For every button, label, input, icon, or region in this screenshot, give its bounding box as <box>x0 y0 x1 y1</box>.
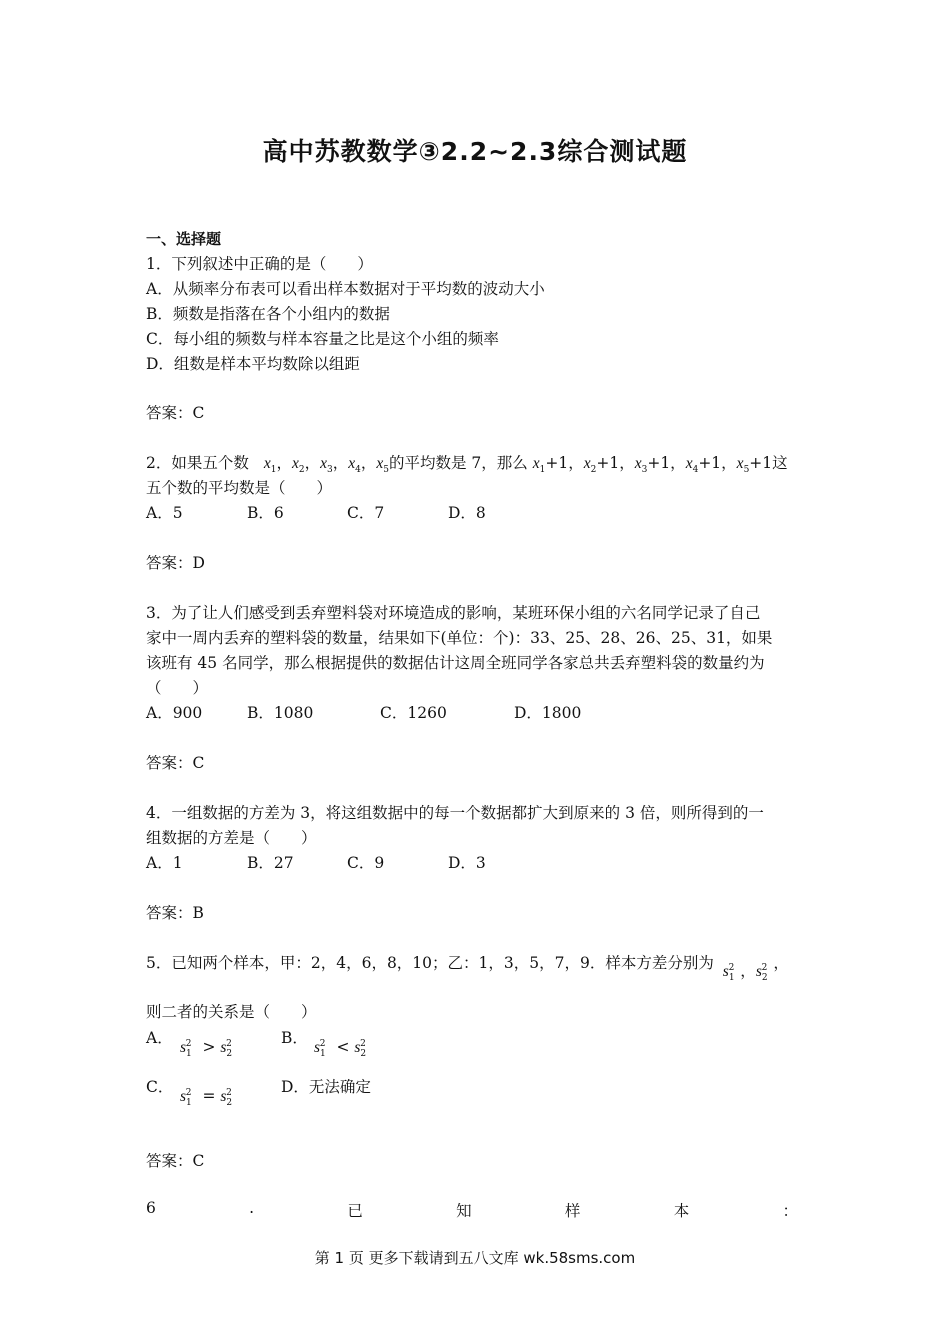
q4-stem-line2: 组数据的方差是（ ） <box>146 829 317 847</box>
q3-stem-line4: （ ） <box>146 679 209 697</box>
q1-option-a: A．从频率分布表可以看出样本数据对于平均数的波动大小 <box>146 280 545 298</box>
q1-answer: 答案：C <box>146 404 205 422</box>
q5-text: 5．已知两个样本，甲：2，4，6，8，10；乙：1，3，5，7，9．样本方差分别为 <box>146 954 714 972</box>
q3-option-a: A．900 <box>146 704 203 722</box>
q3-stem-line1: 3．为了让人们感受到丢弃塑料袋对环境造成的影响，某班环保小组的六名同学记录了自己 <box>146 604 761 622</box>
q3-option-b: B．1080 <box>247 704 314 722</box>
q4-option-c: C．9 <box>347 854 385 872</box>
q4-stem-line1: 4．一组数据的方差为 3，将这组数据中的每一个数据都扩大到原来的 3 倍，则所得到的一 <box>146 804 764 822</box>
q3-stem-line3: 该班有 45 名同学，那么根据提供的数据估计这周全班同学各家总共丢弃塑料袋的数量约为 <box>146 654 765 672</box>
q6-word: 样 <box>564 1202 581 1220</box>
q2-prefix: 2．如果五个数 <box>146 454 249 472</box>
q2-option-c: C．7 <box>347 504 385 522</box>
q5-option-c-formula: $s_1^2 = s_2^2$ <box>180 1087 233 1109</box>
q4-option-d: D．3 <box>448 854 486 872</box>
q2-mid: 的平均数是 7，那么 <box>389 454 528 472</box>
q2-suffix: 这 <box>772 454 788 472</box>
q5-option-d: D．无法确定 <box>281 1078 371 1096</box>
section-heading: 一、选择题 <box>146 230 222 248</box>
q5-stem-line1: 5．已知两个样本，甲：2，4，6，8，10；乙：1，3，5，7，9．样本方差分别为 $s_1^2$ ，$s_2^2$ ， <box>146 954 789 984</box>
q4-option-b: B．27 <box>247 854 294 872</box>
q2-option-d: D．8 <box>448 504 486 522</box>
q2-shifted-variables: $x_1+1$，$x_2+1$，$x_3+1$，$x_4+1$，$x_5+1$ <box>532 454 773 476</box>
q5-answer: 答案：C <box>146 1152 205 1170</box>
q6-stem-line1 <box>146 1199 798 1221</box>
q6-word: 本 <box>673 1202 690 1220</box>
page-footer: 第 1 页 更多下载请到五八文库 wk.58sms.com <box>314 1249 636 1267</box>
q6-word: 6 <box>146 1199 156 1217</box>
q5-option-b: B． <box>281 1029 308 1047</box>
q5-variance-symbols: $s_1^2$ ，$s_2^2$ <box>722 962 768 984</box>
q3-answer: 答案：C <box>146 754 205 772</box>
q5-option-a: A． <box>146 1029 173 1047</box>
q6-word: 知 <box>456 1202 472 1220</box>
q1-stem: 1．下列叙述中正确的是（ ） <box>146 255 373 273</box>
q2-option-a: A．5 <box>146 504 183 522</box>
q1-option-c: C．每小组的频数与样本容量之比是这个小组的频率 <box>146 330 499 348</box>
q2-variables: $x_1$，$x_2$，$x_3$，$x_4$，$x_5$ <box>263 454 389 476</box>
page-title: 高中苏教数学③2.2~2.3综合测试题 <box>262 137 688 166</box>
q5-option-c: C． <box>146 1078 174 1096</box>
q2-stem-line1 <box>146 451 788 475</box>
q1-option-b: B．频数是指落在各个小组内的数据 <box>146 305 390 323</box>
q2-option-b: B．6 <box>247 504 284 522</box>
q6-word: ： <box>782 1202 798 1220</box>
q6-word: 已 <box>347 1202 363 1220</box>
q4-answer: 答案：B <box>146 904 204 922</box>
q5-stem-line2: 则二者的关系是（ ） <box>146 1003 317 1021</box>
q4-option-a: A．1 <box>146 854 183 872</box>
q1-option-d: D．组数是样本平均数除以组距 <box>146 355 360 373</box>
q2-answer: 答案：D <box>146 554 205 572</box>
q5-option-a-formula: $s_1^2 > s_2^2$ <box>180 1038 233 1060</box>
q3-stem-line2: 家中一周内丢弃的塑料袋的数量，结果如下(单位：个)：33、25、28、26、25、31，如果 <box>146 629 773 647</box>
q3-option-d: D．1800 <box>514 704 582 722</box>
q6-word: . <box>249 1199 255 1217</box>
q2-stem-line2: 五个数的平均数是（ ） <box>146 479 333 497</box>
q3-option-c: C．1260 <box>380 704 447 722</box>
q5-option-b-formula: $s_1^2 < s_2^2$ <box>314 1038 367 1060</box>
